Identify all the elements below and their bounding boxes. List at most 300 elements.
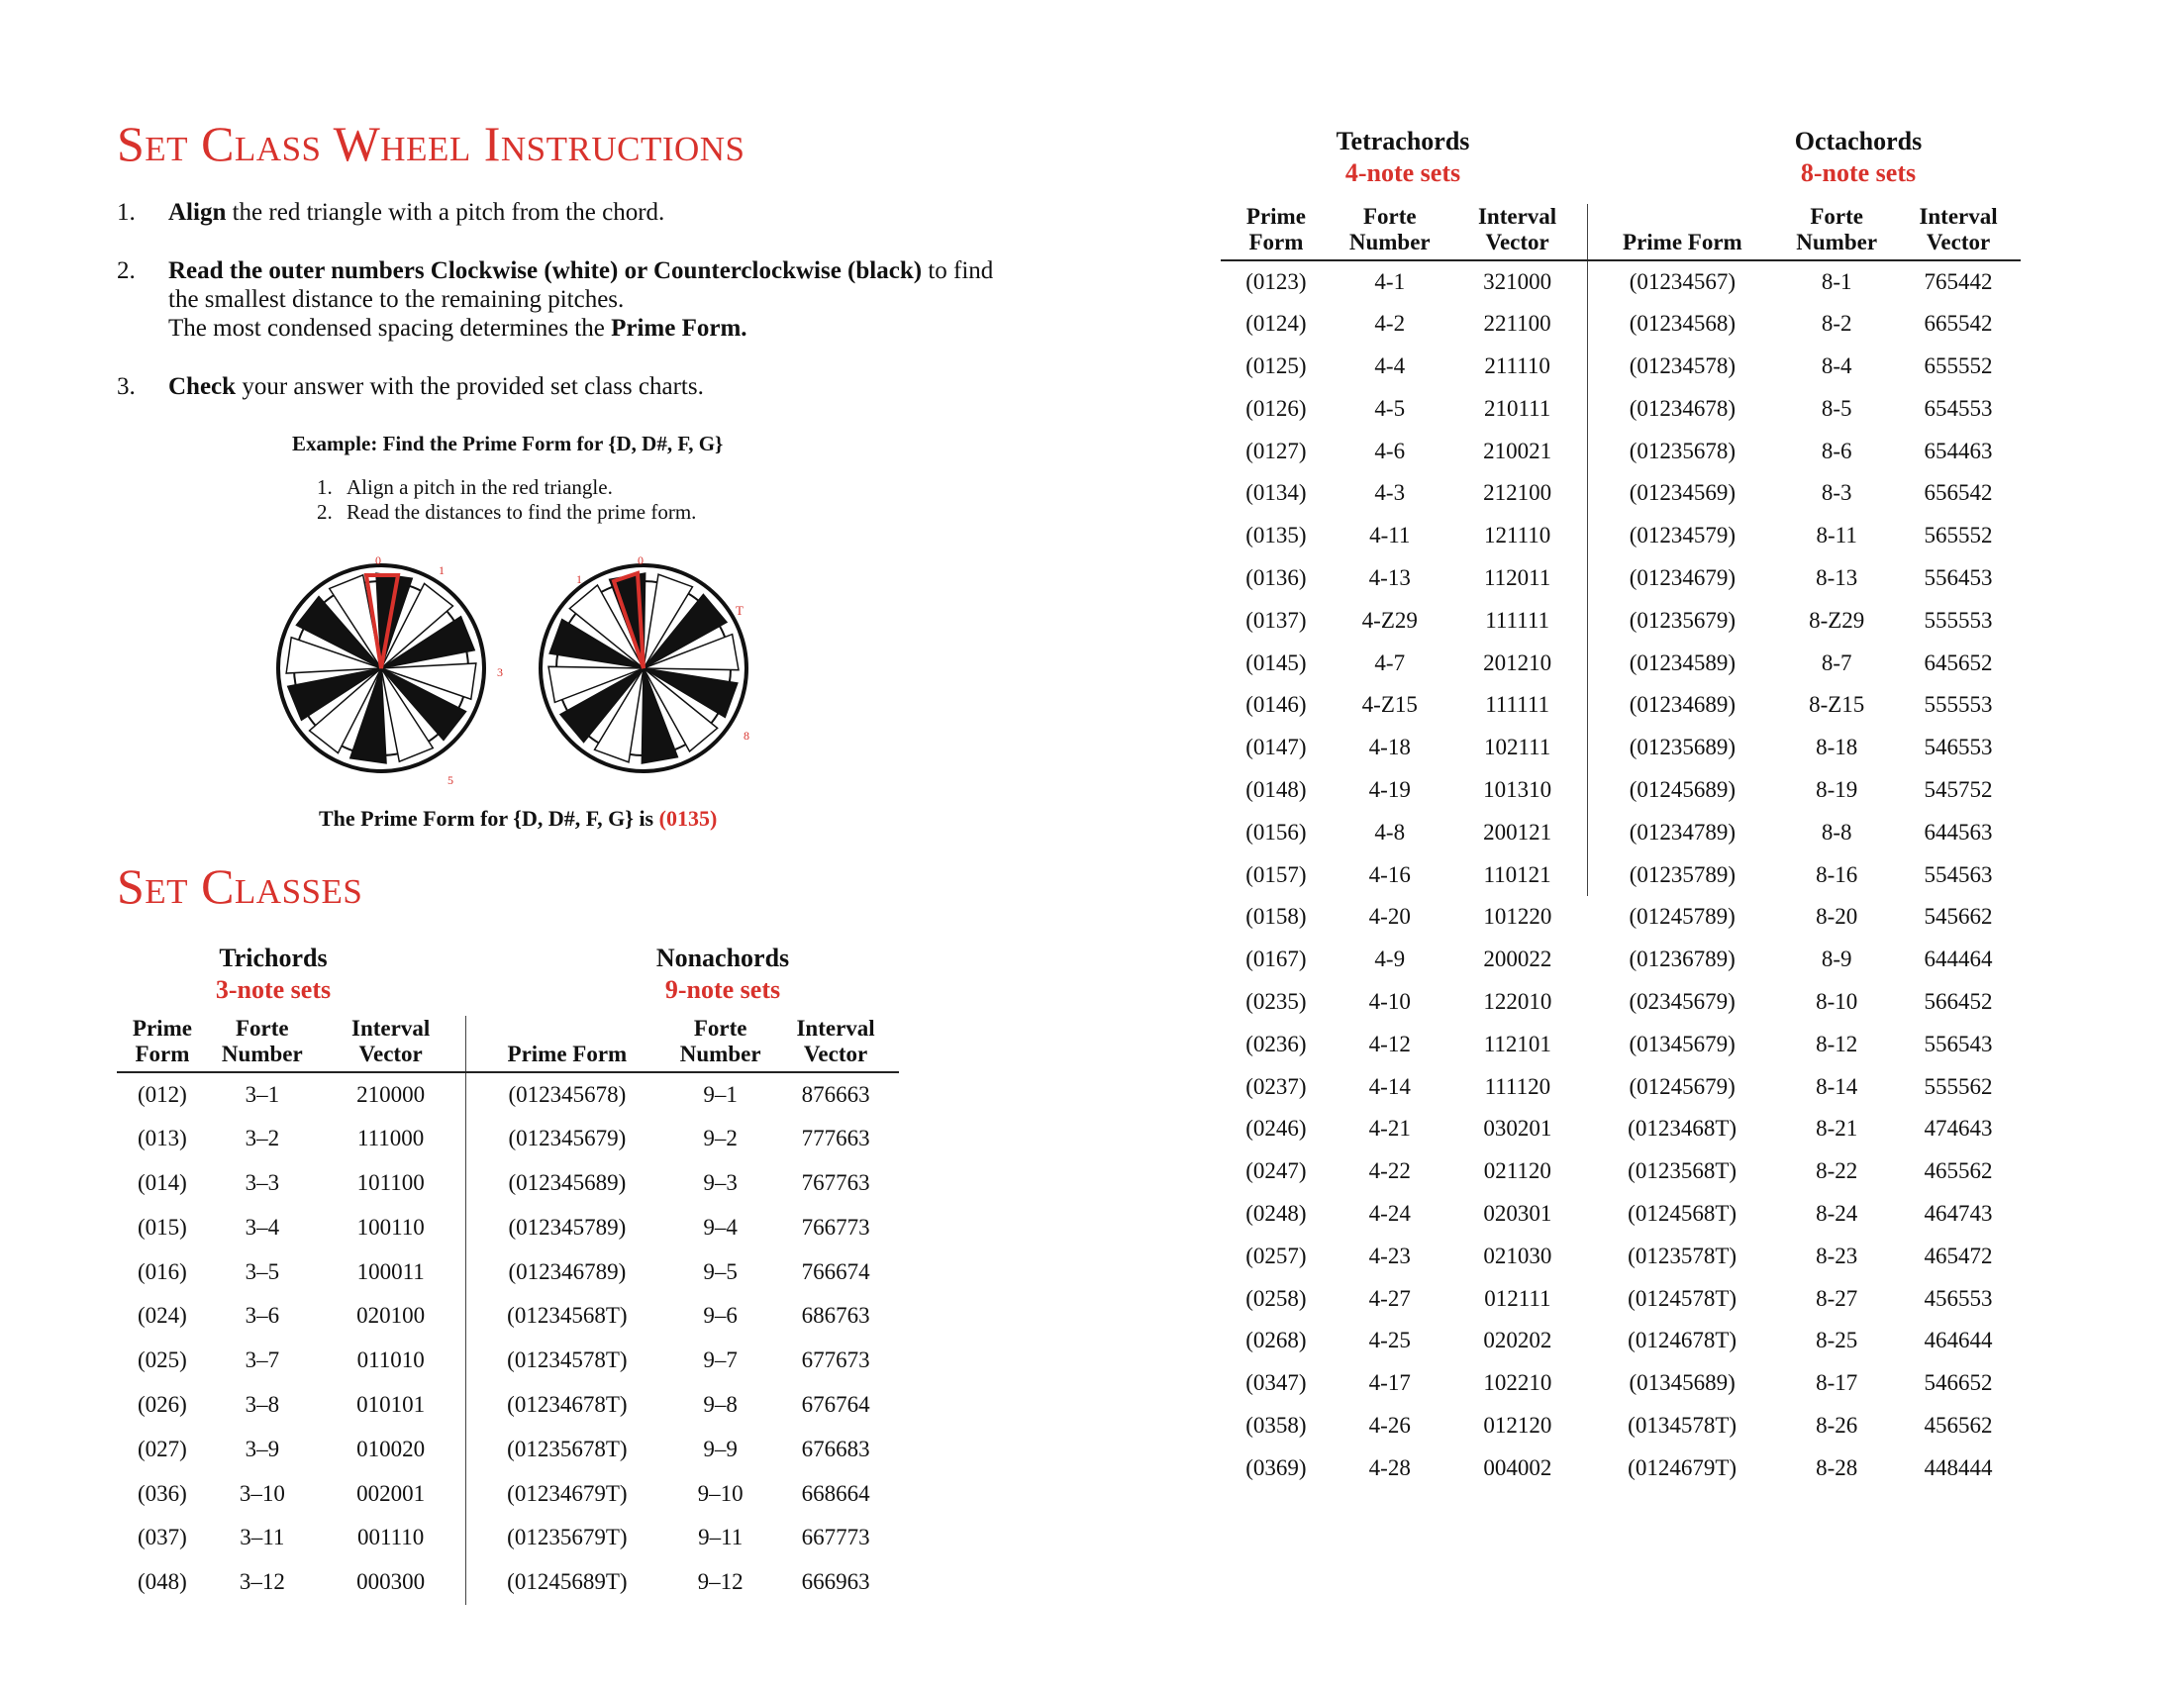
table-cell: (01235679): [1587, 599, 1777, 642]
table-cell: 8-13: [1816, 564, 1858, 590]
table-row: [1221, 1065, 2021, 1108]
table-row: [117, 1339, 899, 1383]
table-cell: 667773: [801, 1525, 870, 1550]
table-cell: 4-27: [1368, 1285, 1411, 1311]
table-cell: (013): [138, 1126, 187, 1151]
table-cell: 111111: [1485, 607, 1549, 633]
table-cell: (0257): [1245, 1243, 1307, 1268]
table-row: [117, 1427, 899, 1471]
table-cell: (0258): [1245, 1285, 1307, 1311]
table-cell: 474643: [1924, 1116, 1993, 1142]
wheel-label: 1: [576, 572, 582, 586]
table-cell: (01236789): [1629, 947, 1736, 972]
table-cell: (0134578T): [1628, 1412, 1737, 1438]
table-cell: (0147): [1245, 735, 1307, 760]
table-cell: 3–8: [245, 1391, 280, 1417]
table-cell: 556543: [1924, 1031, 1993, 1056]
table-row: [1221, 1320, 2021, 1362]
table-cell: 4-17: [1368, 1370, 1411, 1396]
table-cell: 004002: [1483, 1454, 1552, 1480]
table-cell: 766674: [801, 1258, 870, 1284]
table-cell: 464644: [1924, 1328, 1993, 1353]
table-cell: 4-28: [1368, 1454, 1411, 1480]
octachords-title: Octachords 8-note sets: [1794, 127, 1923, 187]
wheel-label: T: [736, 603, 744, 618]
table-row: [1221, 1362, 2021, 1405]
table-cell: 656542: [1924, 480, 1993, 506]
table-cell: 545662: [1924, 904, 1993, 930]
col-header: Interval Vector: [1896, 204, 2021, 260]
table-row: [1221, 1108, 2021, 1150]
table-cell: 4-9: [1374, 947, 1406, 972]
table-cell: 4-18: [1368, 735, 1411, 760]
table-cell: (0145): [1245, 649, 1307, 675]
table-cell: (0246): [1245, 1116, 1307, 1142]
table-cell: 4-21: [1368, 1116, 1411, 1142]
table-cell: (01234569): [1587, 472, 1777, 515]
table-cell: 4-6: [1374, 438, 1406, 463]
table-cell: (0123568T): [1628, 1158, 1737, 1184]
table-cell: 9–3: [703, 1169, 738, 1195]
table-cell: 8-19: [1816, 776, 1858, 802]
table-cell: (0235): [1245, 988, 1307, 1014]
set-classes-heading: Set Classes: [117, 858, 363, 914]
table-cell: 8-23: [1816, 1243, 1858, 1268]
table-cell: (0127): [1245, 438, 1307, 463]
prime-form-result: The Prime Form for {D, D#, F, G} is (0135): [319, 806, 718, 831]
table-cell: 654463: [1924, 438, 1993, 463]
table-cell: (01235679T): [465, 1516, 668, 1560]
table-cell: 101220: [1483, 904, 1552, 930]
set-class-wheel-example-1: [267, 549, 515, 797]
table-cell: (0167): [1245, 947, 1307, 972]
table-cell: 8-17: [1816, 1370, 1858, 1396]
table-cell: 665542: [1924, 311, 1993, 337]
table-cell: (02345679): [1629, 988, 1736, 1014]
table-cell: (0123578T): [1628, 1243, 1737, 1268]
table-cell: 3–10: [239, 1480, 285, 1506]
table-cell: (01234568): [1587, 303, 1777, 346]
table-cell: 4-12: [1368, 1031, 1411, 1056]
table-cell: (0123): [1245, 268, 1307, 294]
table-cell: 8-21: [1816, 1116, 1858, 1142]
table-row: [1221, 387, 2021, 430]
table-cell: 8-27: [1816, 1285, 1858, 1311]
table-cell: 4-2: [1374, 311, 1406, 337]
table-cell: (014): [138, 1169, 187, 1195]
table-cell: 8-22: [1816, 1158, 1858, 1184]
table-row: [1221, 811, 2021, 853]
table-cell: (01235678T): [465, 1427, 668, 1471]
table-cell: (01234579): [1587, 515, 1777, 557]
table-cell: 221100: [1483, 311, 1551, 337]
col-header: Prime Form: [465, 1016, 668, 1072]
col-header: Forte Number: [208, 1016, 317, 1072]
col-header: Forte Number: [668, 1016, 772, 1072]
example-step: 2. Read the distances to find the prime form.: [317, 500, 697, 524]
table-cell: 8-11: [1816, 523, 1857, 548]
table-cell: (012345689): [465, 1161, 668, 1206]
table-cell: (01235789): [1587, 853, 1777, 896]
table-cell: 102111: [1483, 735, 1551, 760]
table-row: [1221, 1277, 2021, 1320]
table-cell: 676683: [801, 1436, 870, 1461]
wheel-label: 1: [439, 563, 445, 577]
table-cell: 210000: [356, 1081, 426, 1107]
table-cell: (0136): [1245, 564, 1307, 590]
table-cell: 3–12: [239, 1569, 285, 1595]
table-cell: 212100: [1483, 480, 1552, 506]
table-cell: 8-1: [1821, 268, 1852, 294]
table-cell: (0248): [1245, 1200, 1307, 1226]
table-cell: 545752: [1924, 776, 1993, 802]
trichords-title: Trichords 3-note sets: [215, 944, 332, 1004]
table-cell: 321000: [1483, 268, 1552, 294]
table-cell: 555553: [1924, 692, 1993, 718]
table-cell: 8-20: [1816, 904, 1858, 930]
table-cell: 8-18: [1816, 735, 1858, 760]
table-cell: 4-Z29: [1361, 607, 1418, 633]
table-cell: 111120: [1484, 1073, 1551, 1099]
table-cell: 8-24: [1816, 1200, 1858, 1226]
table-cell: (01234679T): [465, 1471, 668, 1516]
table-cell: 8-3: [1821, 480, 1852, 506]
table-cell: 8-Z29: [1809, 607, 1865, 633]
table-cell: 211110: [1484, 352, 1550, 378]
table-cell: (01234678): [1587, 387, 1777, 430]
table-row: [117, 1383, 899, 1428]
table-cell: 9–10: [697, 1480, 744, 1506]
table-cell: (01245679): [1629, 1073, 1736, 1099]
table-cell: 765442: [1924, 268, 1993, 294]
wheel-label: 3: [497, 665, 503, 679]
prime-form-value: (0135): [658, 806, 718, 831]
table-cell: (0157): [1245, 861, 1307, 887]
table-cell: 100110: [356, 1214, 425, 1240]
table-cell: 002001: [356, 1480, 426, 1506]
table-cell: 448444: [1924, 1454, 1993, 1480]
table-cell: (01245789): [1629, 904, 1736, 930]
table-cell: 8-5: [1821, 395, 1852, 421]
table-row: [1221, 769, 2021, 812]
table-cell: 111000: [356, 1126, 425, 1151]
table-cell: 4-13: [1368, 564, 1411, 590]
table-row: [117, 1205, 899, 1249]
table-row: [1221, 557, 2021, 600]
table-cell: (01234568T): [465, 1294, 668, 1339]
table-row: [1221, 684, 2021, 727]
table-cell: 546652: [1924, 1370, 1993, 1396]
table-cell: 4-5: [1374, 395, 1406, 421]
table-cell: 566452: [1924, 988, 1993, 1014]
instruction-step-2: 2. Read the outer numbers Clockwise (white) or Counterclockwise (black) to find the smallest distance to the remaining pitches. The most condensed spacing determines the Prime Form.: [117, 257, 994, 342]
table-cell: 020100: [356, 1303, 426, 1329]
table-cell: 464743: [1924, 1200, 1993, 1226]
table-cell: 8-8: [1821, 819, 1852, 845]
table-row: [117, 1117, 899, 1161]
table-cell: 767763: [801, 1169, 870, 1195]
table-cell: (01345679): [1629, 1031, 1736, 1056]
table-cell: (048): [138, 1569, 187, 1595]
table-row: [117, 1294, 899, 1339]
table-cell: (012346789): [465, 1249, 668, 1294]
col-header: Prime Form: [117, 1016, 208, 1072]
table-cell: 3–5: [245, 1258, 280, 1284]
table-row: [1221, 303, 2021, 346]
table-cell: (0135): [1245, 523, 1307, 548]
instruction-step-3: 3. Check your answer with the provided set class charts.: [117, 373, 704, 400]
table-cell: (0123468T): [1628, 1116, 1737, 1142]
trichords-nonachords-table: [117, 1016, 899, 1605]
table-cell: 556453: [1924, 564, 1993, 590]
table-cell: 9–9: [703, 1436, 738, 1461]
table-row: [1221, 1446, 2021, 1489]
table-row: [1221, 1193, 2021, 1236]
wheel-label: 5: [447, 773, 453, 787]
table-row: [1221, 346, 2021, 388]
table-cell: (0124679T): [1628, 1454, 1737, 1480]
table-cell: 644563: [1924, 819, 1993, 845]
table-cell: 210021: [1483, 438, 1552, 463]
table-cell: 012120: [1483, 1412, 1552, 1438]
table-cell: 666963: [801, 1569, 870, 1595]
table-cell: (0125): [1245, 352, 1307, 378]
table-cell: 200022: [1483, 947, 1552, 972]
table-cell: 4-1: [1374, 268, 1406, 294]
table-row: [1221, 599, 2021, 642]
table-cell: (01234678T): [465, 1383, 668, 1428]
instructions-list: [117, 198, 1028, 431]
table-cell: (01235678): [1587, 430, 1777, 472]
table-cell: 3–4: [245, 1214, 280, 1240]
table-cell: (0134): [1245, 480, 1307, 506]
table-cell: 122010: [1483, 988, 1552, 1014]
table-cell: 020301: [1483, 1200, 1552, 1226]
table-cell: 4-22: [1368, 1158, 1411, 1184]
table-cell: 3–3: [245, 1169, 280, 1195]
table-cell: 677673: [801, 1347, 870, 1373]
table-cell: 655552: [1924, 352, 1993, 378]
table-cell: 4-23: [1368, 1243, 1411, 1268]
table-row: [117, 1249, 899, 1294]
table-cell: 3–9: [245, 1436, 280, 1461]
table-row: [117, 1560, 899, 1605]
table-cell: (0358): [1245, 1412, 1307, 1438]
wheel-label: 8: [744, 729, 749, 743]
table-cell: 766773: [801, 1214, 870, 1240]
table-row: [1221, 1235, 2021, 1277]
table-cell: (01345689): [1629, 1370, 1736, 1396]
table-cell: 644464: [1924, 947, 1993, 972]
table-cell: 021030: [1483, 1243, 1552, 1268]
col-header: Prime Form: [1587, 204, 1777, 260]
table-cell: 465472: [1924, 1243, 1993, 1268]
table-cell: 654553: [1924, 395, 1993, 421]
col-header: Interval Vector: [772, 1016, 899, 1072]
table-cell: 3–7: [245, 1347, 280, 1373]
table-cell: (0236): [1245, 1031, 1307, 1056]
table-cell: 020202: [1483, 1328, 1552, 1353]
table-cell: (0268): [1245, 1328, 1307, 1353]
table-row: [1221, 260, 2021, 303]
table-cell: (012): [138, 1081, 187, 1107]
table-row: [117, 1516, 899, 1560]
table-cell: 4-3: [1374, 480, 1406, 506]
table-cell: (037): [138, 1525, 187, 1550]
table-cell: (0237): [1245, 1073, 1307, 1099]
table-cell: 555562: [1924, 1073, 1993, 1099]
table-cell: 8-10: [1816, 988, 1858, 1014]
example-step: 1. Align a pitch in the red triangle.: [317, 475, 613, 499]
table-cell: 555553: [1924, 607, 1993, 633]
table-cell: 554563: [1924, 861, 1993, 887]
col-header: Forte Number: [1332, 204, 1448, 260]
table-cell: 100011: [356, 1258, 425, 1284]
table-cell: 4-Z15: [1361, 692, 1418, 718]
table-row: [1221, 981, 2021, 1024]
table-cell: 565552: [1924, 523, 1993, 548]
table-cell: 3–11: [240, 1525, 285, 1550]
col-header: Interval Vector: [317, 1016, 465, 1072]
table-row: [117, 1471, 899, 1516]
table-row: [1221, 472, 2021, 515]
table-cell: 021120: [1483, 1158, 1551, 1184]
table-cell: (027): [138, 1436, 187, 1461]
table-cell: (024): [138, 1303, 187, 1329]
table-row: [1221, 1405, 2021, 1447]
table-cell: (0347): [1245, 1370, 1307, 1396]
table-cell: (026): [138, 1391, 187, 1417]
col-header: Interval Vector: [1448, 204, 1587, 260]
table-cell: (01234789): [1587, 811, 1777, 853]
wheel-label: 0: [375, 553, 381, 567]
table-row: [1221, 939, 2021, 981]
table-cell: (01235689): [1587, 727, 1777, 769]
instructions-heading: Set Class Wheel Instructions: [117, 116, 745, 171]
table-cell: 8-16: [1816, 861, 1858, 887]
table-cell: 546553: [1924, 735, 1993, 760]
table-cell: 8-25: [1816, 1328, 1858, 1353]
table-cell: (012345679): [465, 1117, 668, 1161]
table-cell: 200121: [1483, 819, 1552, 845]
table-cell: (0124): [1245, 311, 1307, 337]
table-cell: 201210: [1483, 649, 1552, 675]
table-cell: 4-16: [1368, 861, 1411, 887]
table-cell: 456562: [1924, 1412, 1993, 1438]
table-cell: (015): [138, 1214, 187, 1240]
table-cell: 8-4: [1821, 352, 1852, 378]
table-cell: 9–12: [697, 1569, 744, 1595]
table-cell: 112011: [1483, 564, 1551, 590]
table-cell: (036): [138, 1480, 187, 1506]
table-cell: 4-26: [1368, 1412, 1411, 1438]
table-cell: 9–5: [703, 1258, 738, 1284]
table-cell: 101100: [356, 1169, 425, 1195]
table-cell: 876663: [801, 1081, 870, 1107]
table-cell: 9–1: [703, 1081, 738, 1107]
table-cell: (0369): [1245, 1454, 1307, 1480]
table-cell: 9–2: [703, 1126, 738, 1151]
col-header: Prime Form: [1221, 204, 1332, 260]
table-cell: (025): [138, 1347, 187, 1373]
table-cell: 111111: [1485, 692, 1549, 718]
table-cell: 9–7: [703, 1347, 738, 1373]
table-cell: 8-12: [1816, 1031, 1858, 1056]
table-row: [1221, 1150, 2021, 1193]
table-cell: 010020: [356, 1436, 426, 1461]
table-cell: 4-19: [1368, 776, 1411, 802]
table-cell: (0137): [1245, 607, 1307, 633]
example-steps: [317, 475, 696, 525]
table-cell: 030201: [1483, 1116, 1552, 1142]
table-row: [1221, 515, 2021, 557]
table-cell: (01234567): [1587, 260, 1777, 303]
table-cell: (0156): [1245, 819, 1307, 845]
table-cell: 8-28: [1816, 1454, 1858, 1480]
table-cell: 4-10: [1368, 988, 1411, 1014]
table-cell: (012345678): [465, 1072, 668, 1117]
table-row: [117, 1161, 899, 1206]
tetrachords-octachords-table: [1221, 204, 2021, 1489]
table-cell: 465562: [1924, 1158, 1993, 1184]
table-cell: 4-20: [1368, 904, 1411, 930]
table-cell: (01245689): [1587, 769, 1777, 812]
table-cell: 001110: [356, 1525, 425, 1550]
table-cell: (0158): [1245, 904, 1307, 930]
table-cell: 011010: [356, 1347, 425, 1373]
table-cell: 9–4: [703, 1214, 738, 1240]
table-cell: 210111: [1483, 395, 1551, 421]
table-cell: (01234679): [1587, 557, 1777, 600]
col-header: Forte Number: [1777, 204, 1896, 260]
table-cell: 121110: [1483, 523, 1551, 548]
table-cell: 8-14: [1816, 1073, 1858, 1099]
table-cell: 4-11: [1369, 523, 1411, 548]
table-cell: 8-9: [1821, 947, 1852, 972]
table-cell: 9–11: [698, 1525, 744, 1550]
table-cell: 4-24: [1368, 1200, 1411, 1226]
table-cell: 668664: [801, 1480, 870, 1506]
table-cell: 010101: [356, 1391, 426, 1417]
table-row: [1221, 642, 2021, 684]
table-cell: (016): [138, 1258, 187, 1284]
table-cell: (01234578): [1587, 346, 1777, 388]
table-cell: (0247): [1245, 1158, 1307, 1184]
table-cell: (012345789): [465, 1205, 668, 1249]
table-cell: 8-26: [1816, 1412, 1858, 1438]
table-row: [117, 1072, 899, 1117]
table-cell: 102210: [1483, 1370, 1552, 1396]
table-cell: 4-4: [1374, 352, 1406, 378]
table-row: [1221, 430, 2021, 472]
table-cell: (01245689T): [465, 1560, 668, 1605]
table-cell: (0126): [1245, 395, 1307, 421]
table-cell: 4-25: [1368, 1328, 1411, 1353]
table-cell: 9–8: [703, 1391, 738, 1417]
table-row: [1221, 853, 2021, 896]
table-cell: 4-7: [1374, 649, 1406, 675]
table-cell: (0148): [1245, 776, 1307, 802]
table-cell: 112101: [1483, 1031, 1551, 1056]
table-row: [1221, 896, 2021, 939]
wheel-label: 0: [638, 553, 644, 567]
table-row: [1221, 727, 2021, 769]
table-cell: 676764: [801, 1391, 870, 1417]
table-cell: 3–2: [245, 1126, 280, 1151]
table-cell: 3–1: [245, 1081, 280, 1107]
nonachords-title: Nonachords 9-note sets: [655, 944, 790, 1004]
table-cell: 8-2: [1821, 311, 1852, 337]
